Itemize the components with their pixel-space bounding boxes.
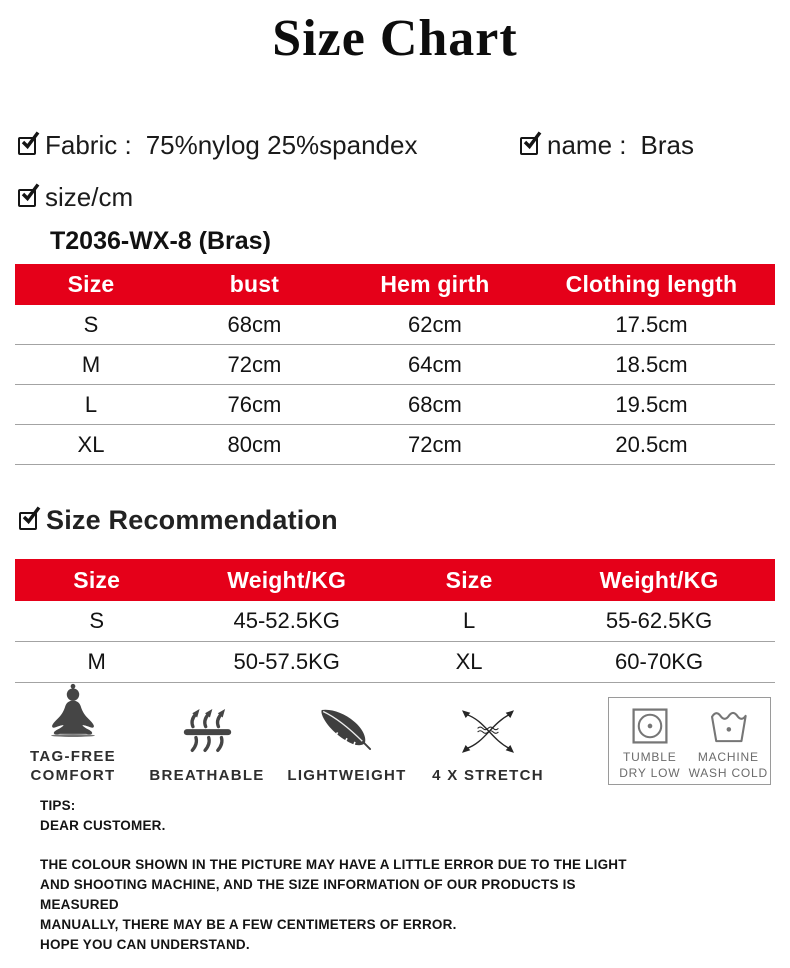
tumble-dry-icon [631, 707, 669, 750]
cell-size: L [462, 608, 476, 633]
size-unit-label: size/cm [45, 182, 134, 212]
column-header: Size [445, 566, 493, 593]
name-value: Bras [640, 130, 694, 160]
tips-line: TIPS: [40, 798, 76, 813]
care-label: MACHINE [697, 750, 759, 764]
table-row [15, 642, 775, 683]
cell-bust: 76cm [227, 391, 282, 417]
feature-label: LIGHTWEIGHT [287, 766, 407, 784]
cell-weight: 55-62.5KG [605, 608, 713, 633]
column-header: Weight/KG [599, 566, 719, 593]
stretch-icon [458, 705, 518, 762]
cell-size: S [89, 608, 105, 633]
size-table-header [15, 264, 775, 305]
cell-weight: 45-52.5KG [233, 608, 340, 633]
feature-breathable [148, 688, 266, 785]
cell-size: XL [455, 649, 483, 674]
cell-hem-girth: 72cm [407, 431, 462, 457]
column-header: Clothing length [565, 271, 738, 297]
cell-bust: 80cm [227, 431, 282, 457]
fabric-label: Fabric : [45, 130, 132, 160]
cell-clothing-length: 18.5cm [615, 351, 688, 377]
table-row [15, 305, 775, 345]
cell-clothing-length: 17.5cm [615, 311, 688, 337]
column-header: bust [229, 271, 280, 297]
checkmark-icon [19, 512, 37, 530]
checkmark-icon [18, 189, 36, 207]
column-header: Size [67, 271, 115, 297]
cell-size: M [81, 351, 101, 377]
cell-hem-girth: 62cm [407, 311, 462, 337]
breathable-icon [180, 706, 235, 762]
tips-line: THE COLOUR SHOWN IN THE PICTURE MAY HAVE A LITTLE ERROR DUE TO THE LIGHT [40, 857, 627, 872]
cell-bust: 72cm [227, 351, 282, 377]
column-header: Hem girth [380, 271, 490, 297]
cell-weight: 60-70KG [615, 649, 704, 674]
feature-stretch [427, 688, 549, 785]
size-unit-row [18, 182, 133, 213]
cell-size: S [83, 311, 99, 337]
section-heading-label: Size Recommendation [46, 505, 338, 535]
care-label: TUMBLE [623, 750, 677, 764]
cell-weight: 50-57.5KG [233, 649, 340, 674]
feature-label: TAG-FREE [30, 748, 116, 765]
recommendation-table-header [15, 559, 775, 601]
table-row [15, 601, 775, 642]
feature-label: 4 X STRETCH [432, 766, 544, 784]
cell-hem-girth: 68cm [407, 391, 462, 417]
feature-label: BREATHABLE [149, 766, 265, 784]
column-header: Weight/KG [227, 566, 347, 593]
tips-section [40, 796, 640, 955]
recommendation-table [15, 559, 775, 683]
model-code: T2036-WX-8 (Bras) [50, 227, 271, 255]
table-row [15, 425, 775, 465]
care-item-tumble-dry [611, 707, 689, 780]
fabric-row [18, 130, 417, 161]
tips-line: AND SHOOTING MACHINE, AND THE SIZE INFORMATION OF OUR PRODUCTS IS MEASURED [40, 877, 576, 912]
column-header: Size [73, 566, 121, 593]
fabric-value: 75%nylog 25%spandex [145, 130, 418, 160]
meditation-icon [44, 683, 102, 743]
feature-lightweight [288, 688, 406, 785]
cell-clothing-length: 19.5cm [615, 391, 688, 417]
care-label: DRY LOW [619, 765, 681, 780]
care-item-machine-wash [688, 707, 768, 780]
machine-wash-icon [707, 707, 749, 750]
care-label: WASH COLD [688, 765, 768, 780]
cell-bust: 68cm [227, 311, 282, 337]
care-instructions-box [608, 697, 771, 785]
size-table [15, 264, 775, 465]
cell-clothing-length: 20.5cm [615, 431, 688, 457]
tips-line: DEAR CUSTOMER. [40, 818, 166, 833]
feature-tag-free-comfort [14, 688, 132, 785]
cell-size: XL [77, 431, 105, 457]
name-row [520, 130, 694, 161]
feature-label: COMFORT [30, 766, 116, 784]
cell-hem-girth: 64cm [407, 351, 462, 377]
table-row [15, 345, 775, 385]
size-recommendation-heading [19, 505, 338, 536]
table-row [15, 385, 775, 425]
page-title: Size Chart [272, 10, 518, 67]
tips-line: HOPE YOU CAN UNDERSTAND. [40, 937, 250, 952]
feather-icon [316, 705, 378, 762]
checkmark-icon [18, 137, 36, 155]
cell-size: L [84, 391, 98, 417]
checkmark-icon [520, 137, 538, 155]
name-label: name : [547, 130, 627, 160]
cell-size: M [87, 649, 106, 674]
tips-line: MANUALLY, THERE MAY BE A FEW CENTIMETERS OF ERROR. [40, 917, 457, 932]
